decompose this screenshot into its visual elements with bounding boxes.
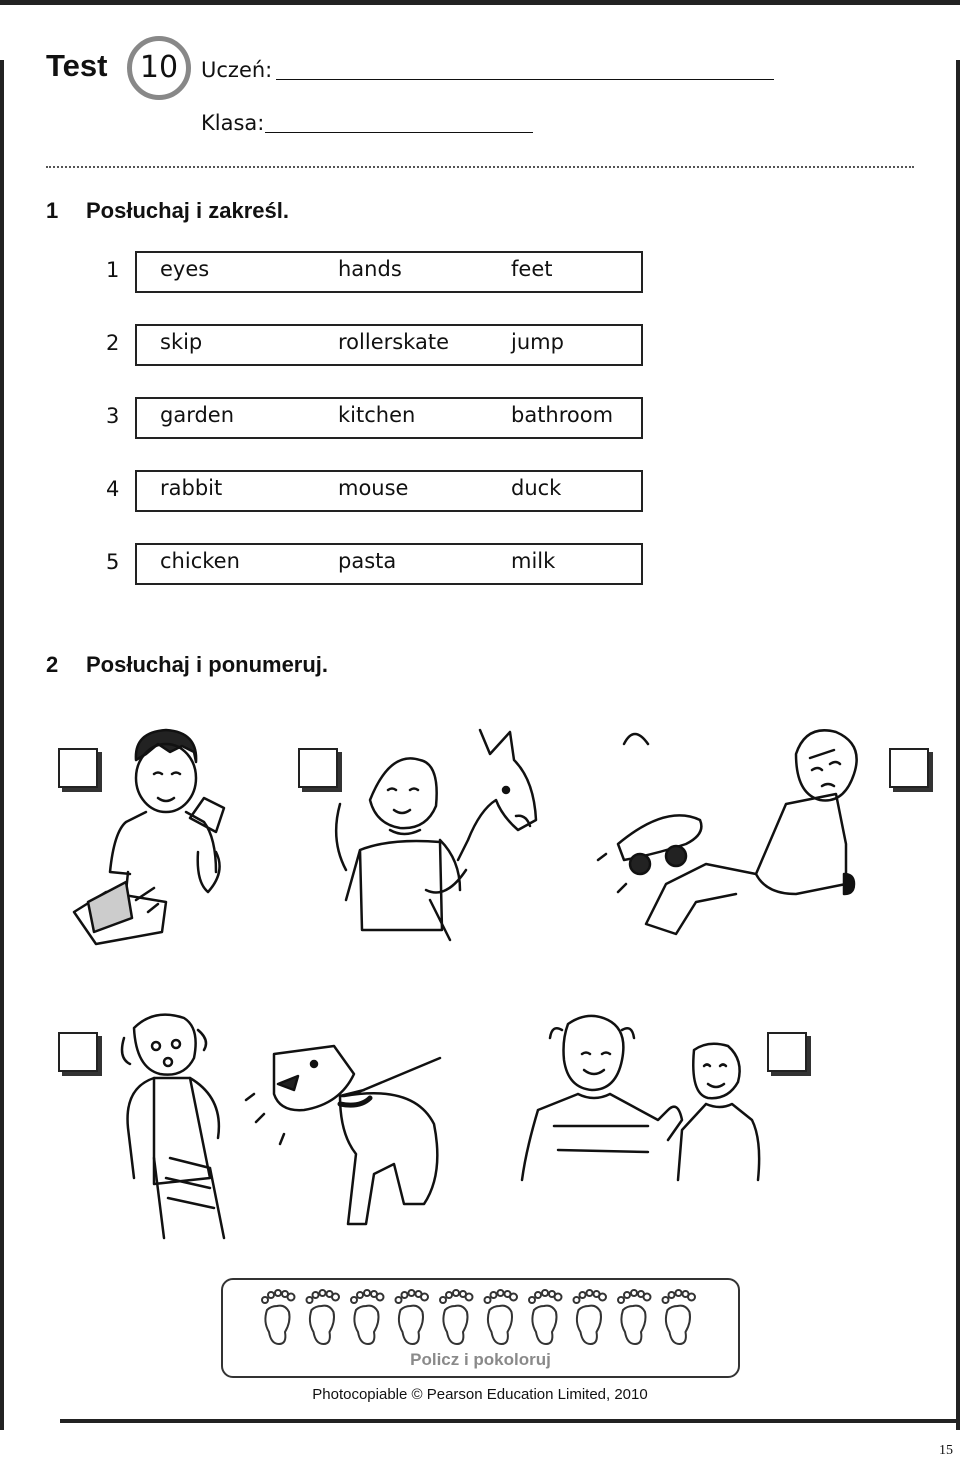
page-frame-left — [0, 60, 4, 1430]
word-option[interactable]: eyes — [160, 257, 210, 281]
footprint-icon[interactable] — [440, 1290, 473, 1344]
student-name-line[interactable] — [276, 79, 774, 80]
task1-number: 1 — [46, 198, 59, 223]
word-option[interactable]: duck — [511, 476, 562, 500]
task2-title: Posłuchaj i ponumeruj. — [86, 652, 329, 677]
word-option[interactable]: garden — [160, 403, 235, 427]
footprint-icon[interactable] — [663, 1290, 696, 1344]
page-number: 15 — [939, 1443, 953, 1458]
girl-with-horse-illustration — [330, 720, 550, 950]
boy-eating-illustration — [66, 722, 266, 952]
footprints — [262, 1290, 695, 1344]
word-option[interactable]: bathroom — [511, 403, 614, 427]
number-box-3[interactable] — [889, 748, 929, 788]
footprint-icon[interactable] — [618, 1290, 651, 1344]
word-option[interactable]: mouse — [338, 476, 409, 500]
number-box-5[interactable] — [767, 1032, 807, 1072]
page-frame-top — [0, 0, 960, 5]
class-line[interactable] — [265, 132, 533, 133]
row-number: 2 — [106, 331, 120, 355]
word-option[interactable]: feet — [511, 257, 553, 281]
word-option[interactable]: rabbit — [160, 476, 223, 500]
word-option[interactable]: skip — [160, 330, 203, 354]
word-option[interactable]: hands — [338, 257, 402, 281]
class-label: Klasa: — [201, 111, 265, 135]
word-option[interactable]: jump — [511, 330, 564, 354]
row-number: 3 — [106, 404, 120, 428]
row-number: 1 — [106, 258, 120, 282]
scared-girl-illustration — [114, 1008, 244, 1248]
number-box-4[interactable] — [58, 1032, 98, 1072]
count-and-color-box — [221, 1278, 740, 1378]
task1-heading — [46, 198, 289, 224]
copyright-notice: Photocopiable © Pearson Education Limited, 2010 — [312, 1386, 648, 1403]
word-option[interactable]: pasta — [338, 549, 397, 573]
footprint-icon[interactable] — [574, 1290, 607, 1344]
footprint-row — [255, 1286, 705, 1348]
boy-skateboard-fall-illustration — [596, 724, 866, 944]
header-divider — [46, 166, 914, 168]
word-option[interactable]: rollerskate — [338, 330, 449, 354]
row-number: 5 — [106, 550, 120, 574]
task2-heading — [46, 652, 328, 678]
page-frame-right — [956, 60, 960, 1430]
footprint-icon[interactable] — [396, 1290, 429, 1344]
page-frame-bottom — [60, 1419, 960, 1423]
word-option[interactable]: milk — [511, 549, 556, 573]
children-waving-illustration — [518, 1010, 768, 1190]
barking-dog-illustration — [244, 1034, 454, 1244]
footprint-icon[interactable] — [485, 1290, 518, 1344]
footprint-icon[interactable] — [307, 1290, 340, 1344]
test-number-badge: 10 — [127, 36, 191, 100]
footprint-icon[interactable] — [262, 1290, 295, 1344]
task1-title: Posłuchaj i zakreśl. — [86, 198, 289, 223]
word-option[interactable]: kitchen — [338, 403, 416, 427]
student-label: Uczeń: — [201, 58, 273, 82]
footprint-icon[interactable] — [351, 1290, 384, 1344]
row-number: 4 — [106, 477, 120, 501]
task2-number: 2 — [46, 652, 59, 677]
test-label: Test — [46, 48, 108, 83]
word-option[interactable]: chicken — [160, 549, 240, 573]
count-and-color-label: Policz i pokoloruj — [410, 1350, 551, 1369]
footprint-icon[interactable] — [529, 1290, 562, 1344]
